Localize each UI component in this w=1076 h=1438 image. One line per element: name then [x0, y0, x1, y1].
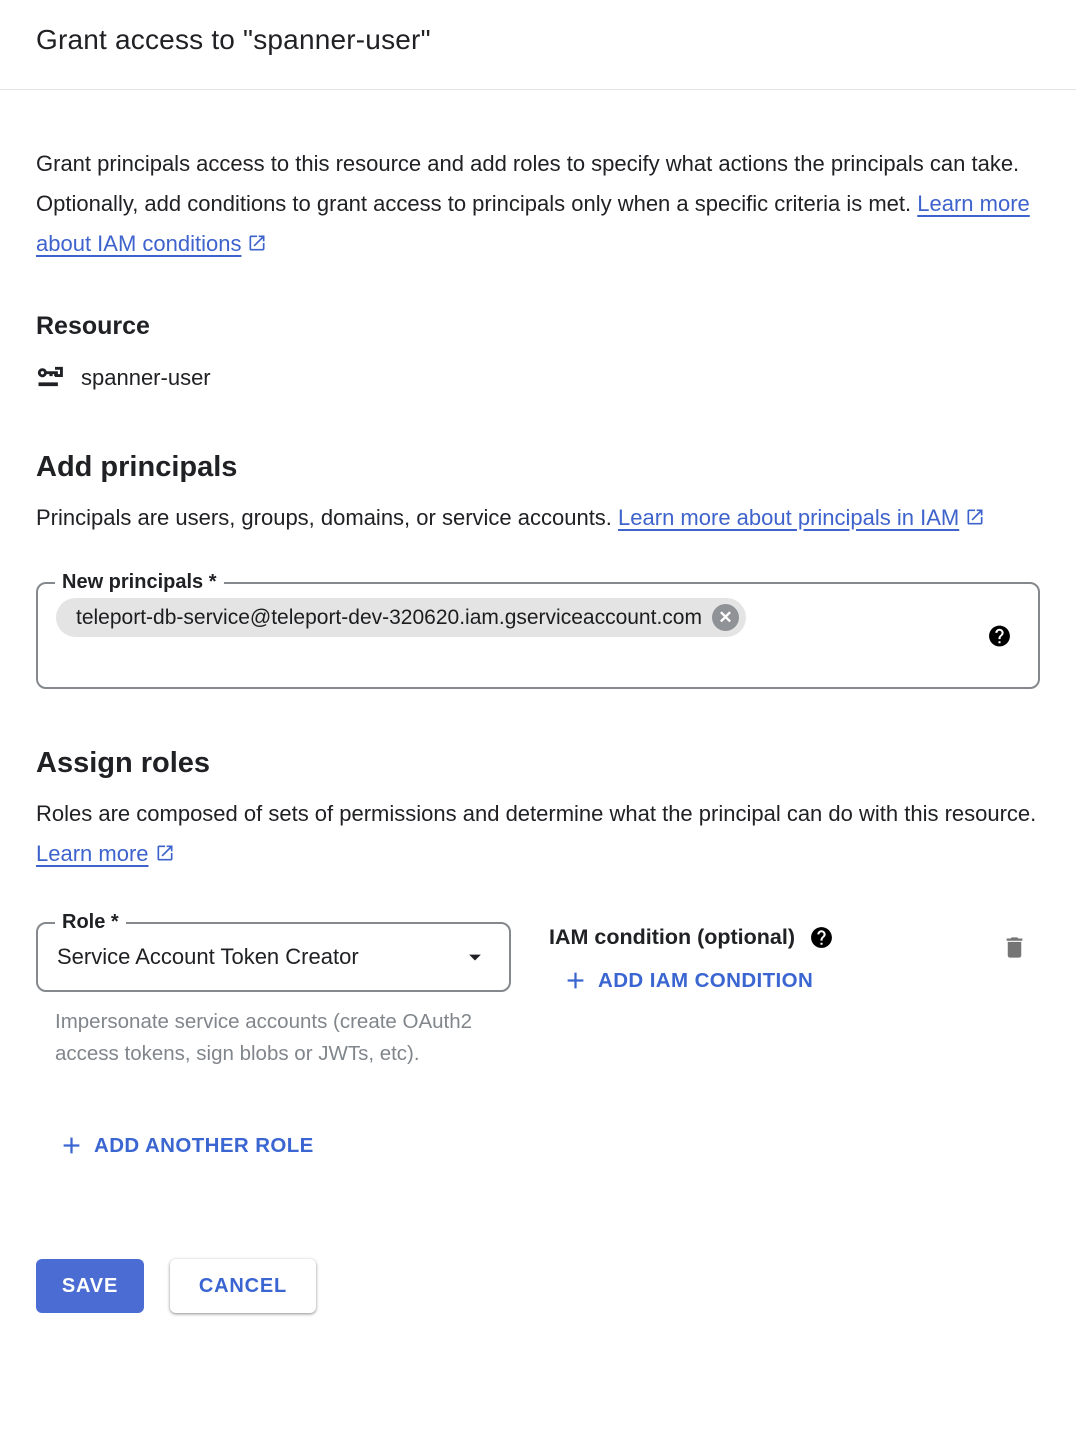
dialog-body [0, 144, 1076, 1313]
intro-paragraph [36, 144, 1040, 264]
iam-condition-column [549, 922, 834, 999]
resource-name: spanner-user [81, 365, 211, 390]
new-principals-field[interactable] [36, 571, 1040, 689]
new-principals-label: New principals * [55, 571, 224, 594]
resource-heading: Resource [36, 312, 150, 340]
plus-icon [58, 1132, 85, 1159]
add-iam-condition-button[interactable] [562, 967, 813, 994]
principals-description [36, 498, 1040, 538]
principal-chip [56, 598, 746, 637]
roles-description-text: Roles are composed of sets of permissions and determine what the principal can do with this resource. [36, 801, 1037, 826]
service-account-key-icon [36, 363, 66, 393]
delete-role-button[interactable] [1001, 934, 1028, 961]
external-link-icon [155, 843, 175, 863]
dialog-actions [36, 1259, 1040, 1313]
trash-icon [1001, 934, 1028, 961]
arrow-drop-down-icon [461, 943, 489, 971]
cancel-button[interactable]: CANCEL [170, 1259, 316, 1313]
intro-text: Grant principals access to this resource and add roles to specify what actions the principals can take. Optionally, add conditions to grant access to principals only when a specific criteria is met. [36, 151, 1020, 216]
iam-conditions-link[interactable]: Learn more about IAM conditions [36, 191, 1030, 256]
role-help-text: Impersonate service accounts (create OAuth2 access tokens, sign blobs or JWTs, etc). [55, 1010, 473, 1065]
role-assignment-row [36, 911, 1040, 1070]
add-iam-condition-label: ADD IAM CONDITION [598, 968, 814, 992]
add-another-role-button[interactable] [58, 1132, 314, 1159]
help-icon[interactable] [987, 623, 1012, 648]
external-link-icon [965, 507, 985, 527]
principal-chip-label: teleport-db-service@teleport-dev-320620.iam.gserviceaccount.com [76, 605, 702, 629]
principals-learn-more-link[interactable]: Learn more about principals in IAM [618, 505, 960, 530]
dialog-header [0, 0, 1076, 90]
plus-icon [562, 967, 589, 994]
add-another-role-label: ADD ANOTHER ROLE [94, 1133, 314, 1157]
role-select[interactable] [36, 911, 511, 992]
role-column [36, 911, 511, 1070]
save-button[interactable]: SAVE [36, 1259, 144, 1313]
role-selected-value: Service Account Token Creator [57, 944, 359, 969]
help-icon[interactable] [809, 925, 834, 950]
role-label: Role * [55, 911, 126, 934]
iam-condition-label-row [549, 925, 834, 950]
assign-roles-heading: Assign roles [36, 747, 211, 779]
add-principals-heading: Add principals [36, 451, 238, 483]
delete-role-column [1001, 934, 1040, 966]
external-link-icon [247, 233, 267, 253]
iam-condition-label: IAM condition (optional) [549, 925, 796, 949]
roles-learn-more-link[interactable]: Learn more [36, 841, 149, 866]
principals-description-text: Principals are users, groups, domains, or service accounts. [36, 505, 612, 530]
page-title: Grant access to "spanner-user" [36, 24, 431, 55]
roles-description [36, 794, 1040, 874]
chip-remove-button[interactable]: ✕ [712, 604, 739, 631]
resource-row [36, 363, 1040, 393]
